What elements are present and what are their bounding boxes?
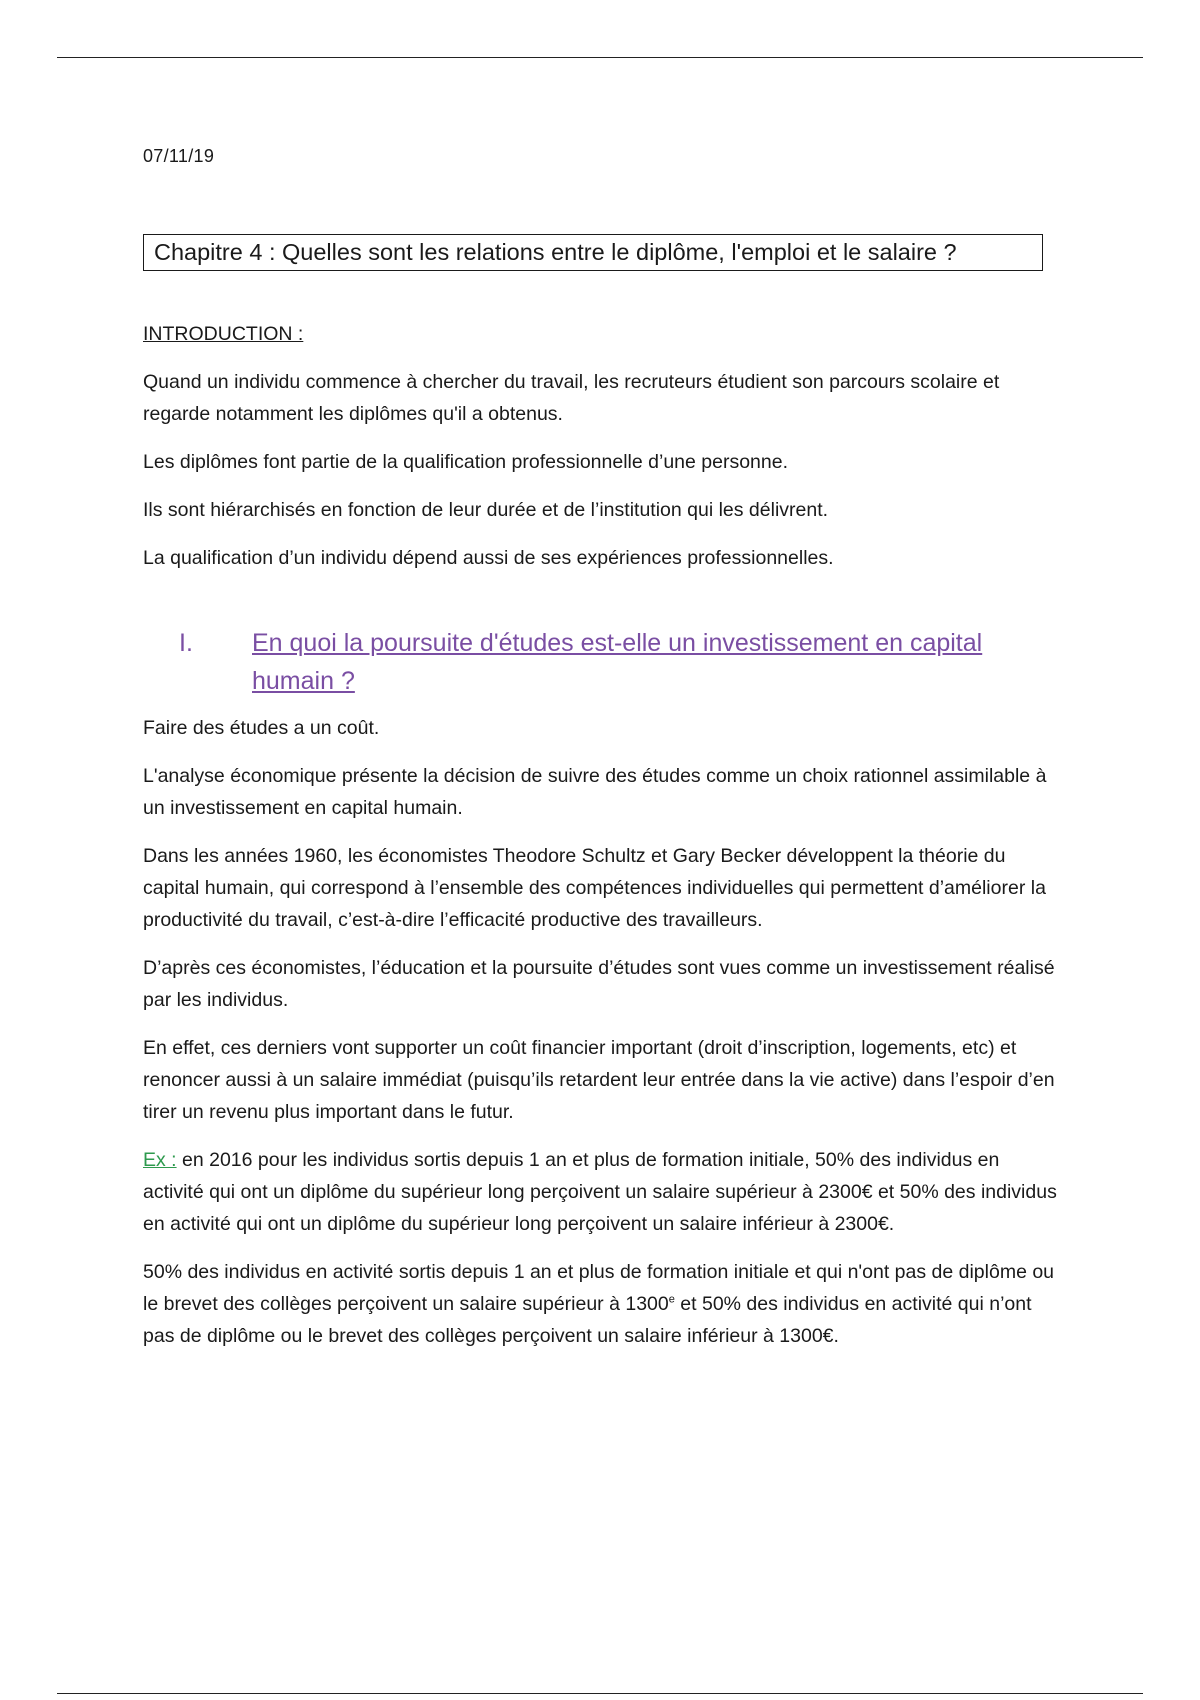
section-heading: [143, 624, 1063, 700]
last-paragraph-start: 50% des individus en activité sortis depuis 1 an et plus de formation initiale et qui n'ont pas de diplôme ou le brevet des collèges perçoivent un salaire supérieur à 1300: [143, 1261, 1055, 1315]
intro-heading: INTRODUCTION :: [143, 323, 304, 345]
section-paragraph: Dans les années 1960, les économistes Theodore Schultz et Gary Becker développent la théorie du capital humain, qui correspond à l’ensemble des compétences individuelles qui permettent d’améliorer la productivité du travail, c’est-à-dire l’efficacité productive des travailleurs.: [143, 845, 1046, 931]
chapter-title: Chapitre 4 : Quelles sont les relations entre le diplôme, l'emploi et le salaire ?: [143, 234, 1043, 271]
example-text: en 2016 pour les individus sortis depuis 1 an et plus de formation initiale, 50% des individus en activité qui ont un diplôme du supérieur long perçoivent un salaire supérieur à 2300€ et 50% des individus en activité qui ont un diplôme du supérieur long perçoivent un salaire inférieur à 2300€.: [143, 1149, 1057, 1235]
section-paragraph: L'analyse économique présente la décision de suivre des études comme un choix rationnel assimilable à un investissement en capital humain.: [143, 765, 1047, 819]
intro-paragraph: La qualification d’un individu dépend aussi de ses expériences professionnelles.: [143, 547, 834, 569]
section-number: I.: [179, 629, 193, 657]
section-title: En quoi la poursuite d'études est-elle un investissement en capital humain ?: [252, 629, 983, 695]
footer-rule: [57, 1693, 1143, 1694]
example-label: Ex :: [143, 1149, 177, 1171]
header-rule: [57, 57, 1143, 58]
superscript-e: e: [668, 1293, 675, 1306]
last-paragraph-end: et 50% des individus en activité qui n’ont pas de diplôme ou le brevet des collèges perçoivent un salaire inférieur à 1300€.: [143, 1293, 1032, 1347]
intro-paragraph: Ils sont hiérarchisés en fonction de leur durée et de l’institution qui les délivrent.: [143, 499, 829, 521]
section-paragraph: En effet, ces derniers vont supporter un coût financier important (droit d’inscription, logements, etc) et renoncer aussi à un salaire immédiat (puisqu’ils retardent leur entrée dans la vie active) dans l’espoir d’en tirer un revenu plus important dans le futur.: [143, 1037, 1055, 1123]
intro-paragraph: Quand un individu commence à chercher du travail, les recruteurs étudient son parcours scolaire et regarde notamment les diplômes qu'il a obtenus.: [143, 371, 1000, 425]
document-date: 07/11/19: [143, 146, 215, 166]
intro-paragraph: Les diplômes font partie de la qualification professionnelle d’une personne.: [143, 451, 789, 473]
section-paragraph: Faire des études a un coût.: [143, 717, 380, 739]
document-body: [143, 318, 1063, 1368]
example-paragraph: [143, 1144, 1063, 1240]
section-paragraph: D’après ces économistes, l’éducation et la poursuite d’études sont vues comme un investissement réalisé par les individus.: [143, 957, 1055, 1011]
last-paragraph: [143, 1256, 1063, 1352]
